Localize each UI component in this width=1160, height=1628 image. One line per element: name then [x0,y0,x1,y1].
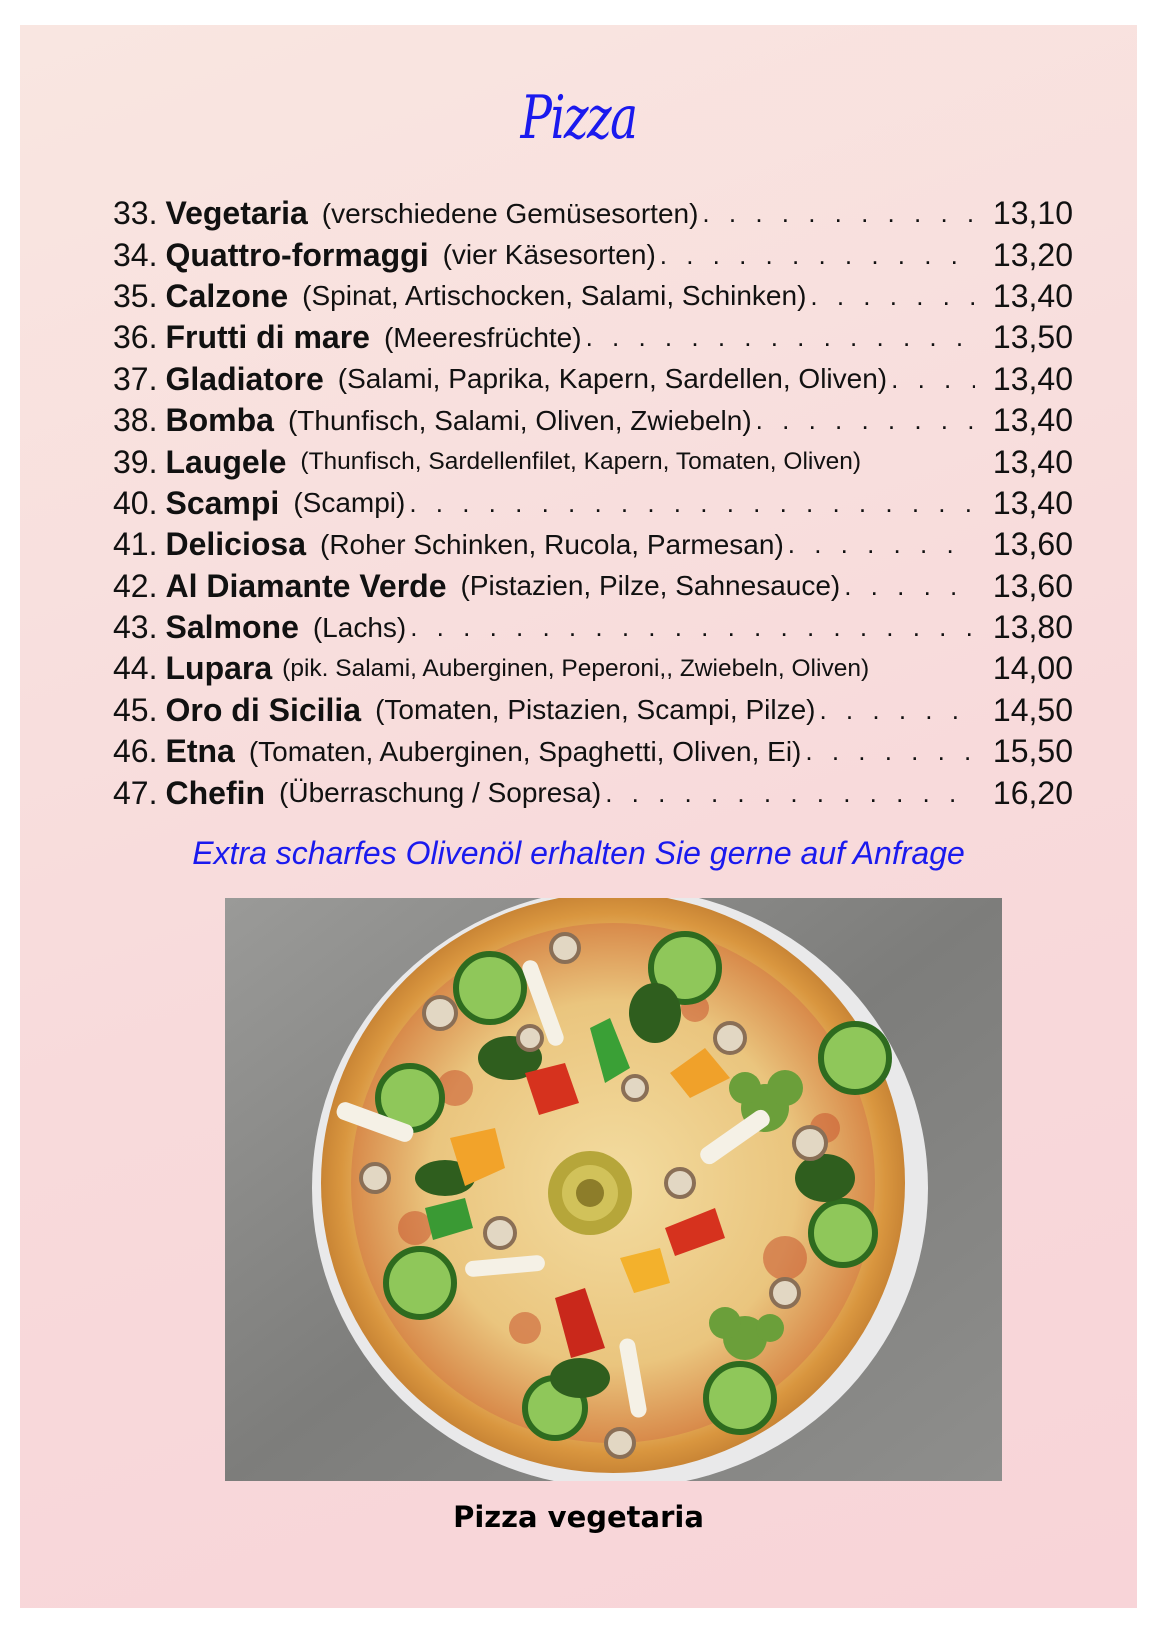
item-price: 13,40 [992,360,1073,397]
item-number: 47. [113,774,158,811]
dot-leader [805,736,975,767]
menu-item [113,359,1073,400]
item-name: Al Diamante Verde [165,567,447,604]
item-name: Deliciosa [165,526,306,563]
item-number: 45. [113,691,158,728]
item-price: 14,00 [992,650,1073,687]
item-number: 38. [113,402,158,439]
item-description: (Roher Schinken, Rucola, Parmesan) [320,528,784,560]
dot-leader [605,778,975,809]
item-name: Bomba [165,402,274,439]
menu-item [113,524,1073,565]
dot-leader [891,364,975,395]
item-name: Chefin [165,774,266,811]
item-price: 13,80 [992,609,1073,646]
item-description: (Lachs) [312,611,407,643]
item-price: 13,40 [992,484,1073,521]
item-price: 14,50 [992,691,1073,728]
item-description: (Meeresfrüchte) [383,321,582,353]
photo-caption: Pizza vegetaria [453,1500,704,1534]
menu-item [113,690,1073,731]
item-price: 13,60 [992,567,1073,604]
dot-leader [586,322,975,353]
dot-leader [660,240,975,271]
item-price: 13,60 [992,526,1073,563]
item-name: Vegetaria [165,195,308,232]
olive-oil-note: Extra scharfes Olivenöl erhalten Sie gerne auf Anfrage [192,835,965,871]
item-name: Lupara [165,650,273,687]
item-name: Quattro-formaggi [165,236,429,273]
item-price: 13,10 [992,195,1073,232]
item-price: 13,40 [992,277,1073,314]
item-price: 13,40 [992,402,1073,439]
menu-item [113,731,1073,772]
item-price: 16,20 [992,774,1073,811]
menu-item [113,234,1073,275]
item-number: 33. [113,195,158,232]
item-name: Frutti di mare [165,319,370,356]
item-description: (Tomaten, Auberginen, Spaghetti, Oliven, Ei) [248,735,802,767]
menu-item [113,566,1073,607]
item-name: Calzone [165,277,289,314]
menu-item [113,276,1073,317]
item-number: 40. [113,484,158,521]
menu-item [113,400,1073,441]
item-description: (Tomaten, Pistazien, Scampi, Pilze) [375,694,816,726]
item-number: 41. [113,526,158,563]
item-name: Gladiatore [165,360,324,397]
item-price: 13,50 [992,319,1073,356]
item-name: Oro di Sicilia [165,691,362,728]
item-number: 36. [113,319,158,356]
item-description: (pik. Salami, Auberginen, Peperoni,, Zwiebeln, Oliven) [282,654,870,682]
item-price: 15,50 [992,733,1073,770]
item-price: 13,40 [992,443,1073,480]
item-description: (Pistazien, Pilze, Sahnesauce) [460,570,841,602]
item-description: (Salami, Paprika, Kapern, Sardellen, Oliven) [337,363,888,395]
dot-leader [410,612,975,643]
dot-leader [844,571,975,602]
dot-leader [702,198,975,229]
item-name: Laugele [165,443,287,480]
item-description: (Überraschung / Sopresa) [279,777,602,809]
item-description: (verschiedene Gemüsesorten) [321,197,699,229]
item-number: 42. [113,567,158,604]
item-number: 39. [113,443,158,480]
item-name: Scampi [165,484,280,521]
item-number: 46. [113,733,158,770]
item-description: (Scampi) [293,487,406,519]
item-description: (Thunfisch, Sardellenfilet, Kapern, Tomaten, Oliven) [300,448,862,476]
dot-leader [756,405,975,436]
menu-item [113,193,1073,234]
item-description: (vier Käsesorten) [442,239,656,271]
item-price: 13,20 [992,236,1073,273]
item-number: 35. [113,277,158,314]
item-number: 44. [113,650,158,687]
item-number: 34. [113,236,158,273]
pizza-illustration [225,898,1002,1481]
dot-leader [409,488,975,519]
pizza-menu-list [113,193,1073,814]
menu-item [113,648,1073,689]
item-number: 37. [113,360,158,397]
item-description: (Thunfisch, Salami, Oliven, Zwiebeln) [287,404,752,436]
item-number: 43. [113,609,158,646]
dot-leader [788,529,975,560]
item-name: Salmone [165,609,299,646]
menu-item [113,317,1073,358]
menu-item [113,772,1073,813]
menu-item [113,483,1073,524]
item-name: Etna [165,733,235,770]
menu-page [20,25,1137,1608]
dot-leader [819,695,975,726]
item-description: (Spinat, Artischocken, Salami, Schinken) [302,280,807,312]
menu-item [113,607,1073,648]
page-title: Pizza [520,83,637,153]
pizza-photo [225,898,1002,1481]
dot-leader [810,281,975,312]
menu-item [113,441,1073,482]
